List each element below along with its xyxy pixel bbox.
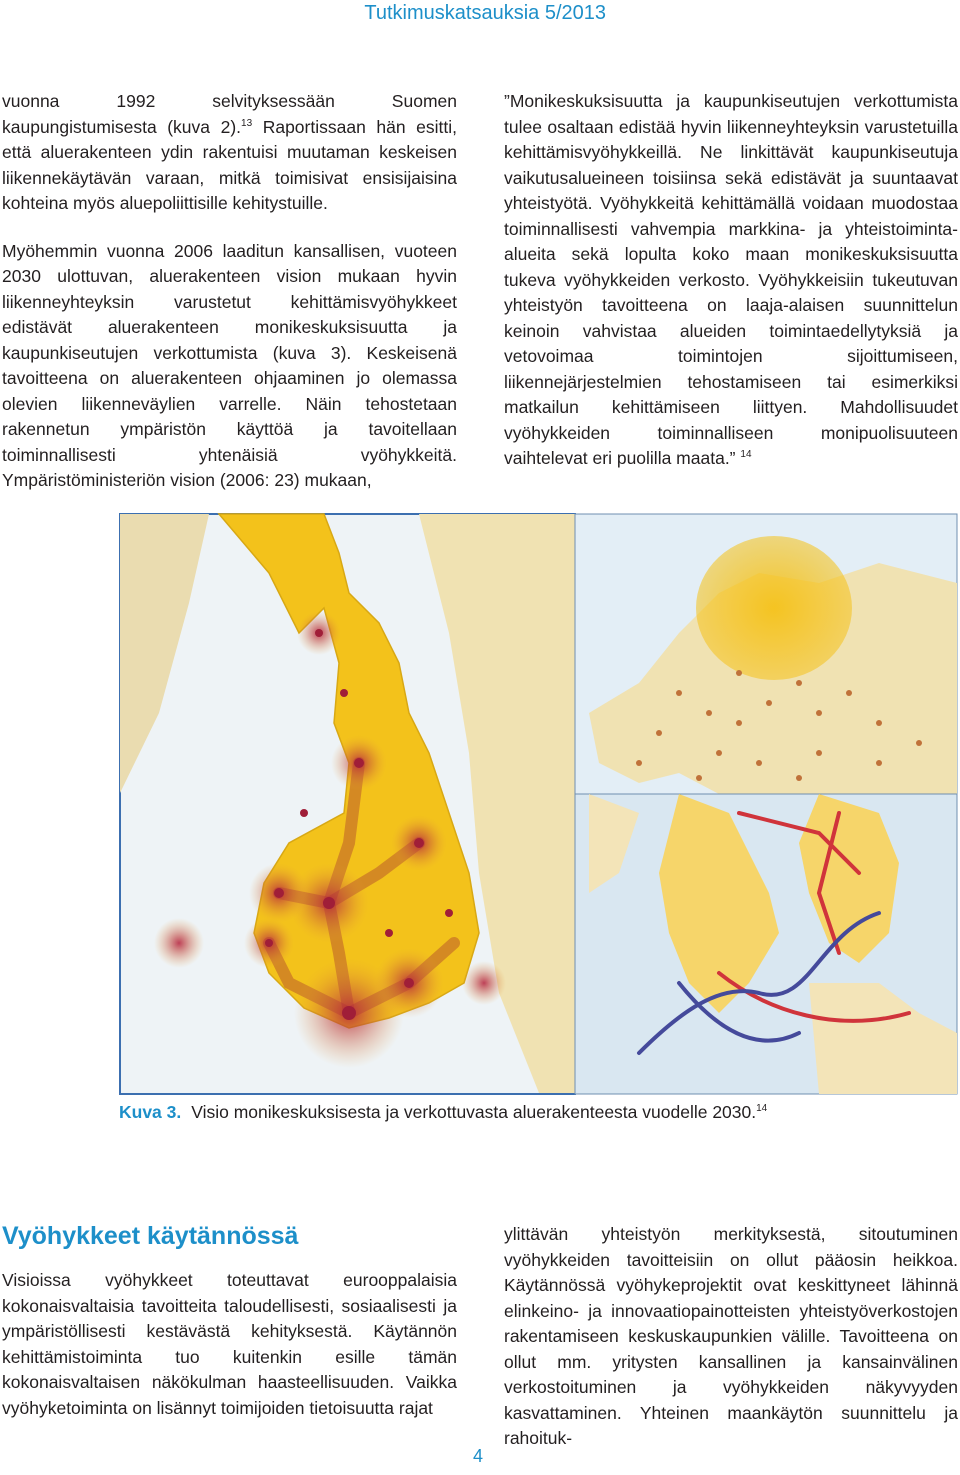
page-number: 4: [473, 1446, 484, 1466]
paragraph: vuonna 1992 selvityksessään Suomen kaupungistumisesta (kuva 2).$^{13}$ Raportissaan hän esitti, että aluerakenteen ydin rakentuisi muutaman keskeisen liikennekäytävän varaan, mitkä toimisivat ensisijaisina kohteina myös aluepoliittisille kehitystuille.: [2, 91, 457, 213]
section-heading: Vyöhykkeet käytännössä: [2, 1222, 299, 1250]
body-column-left: [2, 89, 457, 494]
footnote-ref: 14: [756, 1103, 768, 1115]
figure-caption: [119, 1100, 767, 1124]
caption-text: Visio monikeskuksisesta ja verkottuvasta aluerakenteesta vuodelle 2030.: [191, 1102, 757, 1122]
quote-paragraph: ”Monikeskuksisuutta ja kaupunkiseutujen verkottumista tulee osaltaan edistää hyvin liikenneyhteyksin varustetuilla kehittämisvyöhykkeillä. Ne linkittävät kaupunkiseutuja vaikutusalueineen toisiinsa sekä edistävät ja suuntaavat yhteistyötä. Vyöhykkeitä kehittämällä voidaan muodostaa toiminnallisesti vahvempia markkina- ja yhteistoiminta-alueita sekä lopulta koko maan monikeskuksisuutta tukeva vyöhykkeiden verkosto. Vyöhykkeisiin tukeutuvan yhteistyön tavoitteena on laaja-alaisen suunnittelun keinoin vahvistaa alueiden toimintaedellytyksiä ja vetovoimaa toimintojen sijoittumiseen, liikennejärjestelmien tehostamiseen tai esimerkiksi matkailun kehittämiseen liittyen. Mahdollisuudet vyöhykkeiden toiminnalliseen monipuolisuuteen vaihtelevat eri puolilla maata.” $^{14}$: [504, 91, 958, 468]
paragraph: ylittävän yhteistyön merkityksestä, sitoutuminen vyöhykkeiden tavoitteisiin on ollut pääosin heikkoa. Käytännössä vyöhykeprojektit ovat keskittyneet lähinnä elinkeino- ja innovaatiopainotteisten yhteistyöverkostojen rakentamiseen keskuskaupunkien välille. Tavoitteena on ollut mm. yritysten kansallinen ja kansainvälinen verkostoituminen ja vyöhykkeiden näkyvyyden kasvattaminen. Yhteinen maankäytön suunnittelu ja rahoituk-: [504, 1224, 958, 1448]
map-illustration: [119, 513, 958, 1095]
section-body-right: [504, 1222, 958, 1452]
finland-map-panel: [120, 514, 575, 1094]
caption-label: Kuva 3.: [119, 1102, 182, 1122]
footnote-ref: 14: [740, 449, 752, 461]
europe-map-panel: [575, 514, 957, 794]
footnote-ref: 13: [241, 117, 253, 129]
paragraph: Visioissa vyöhykkeet toteuttavat eurooppalaisia kokonaisvaltaisia tavoitteita taloudellisesti, sosiaalisesti ja ympäristöllisesti kestävästä kehityksestä. Käytännön kehittämistoiminta tuo kuitenkin esille tämän kokonaisvaltaisen näkökulman haasteellisuuden. Vaikka vyöhyketoiminta on lisännyt toimijoiden tietoisuutta rajat: [2, 1270, 457, 1418]
figure-map-vision: [119, 513, 958, 1095]
running-header: Tutkimuskatsauksia 5/2013: [364, 2, 606, 24]
paragraph: Myöhemmin vuonna 2006 laaditun kansallisen, vuoteen 2030 ulottuvan, aluerakenteen vision mukaan hyvin liikenneyhteyksin varustetut kehittämisvyöhykkeet edistävät aluerakenteen monikeskuksisuutta ja kaupunkiseutujen verkottumista (kuva 3). Keskeisenä tavoitteena on aluerakenteen ohjaaminen jo olemassa olevien liikenneväylien varrelle. Näin tehostetaan rakennetun ympäristön käyttöä ja tavoitellaan toiminnallisesti yhtenäisiä vyöhykkeitä. Ympäristöministeriön vision (2006: 23) mukaan,: [2, 240, 457, 490]
quote-column-right: [504, 89, 958, 472]
baltic-map-panel: [575, 794, 957, 1094]
section-body-left: [2, 1268, 457, 1421]
